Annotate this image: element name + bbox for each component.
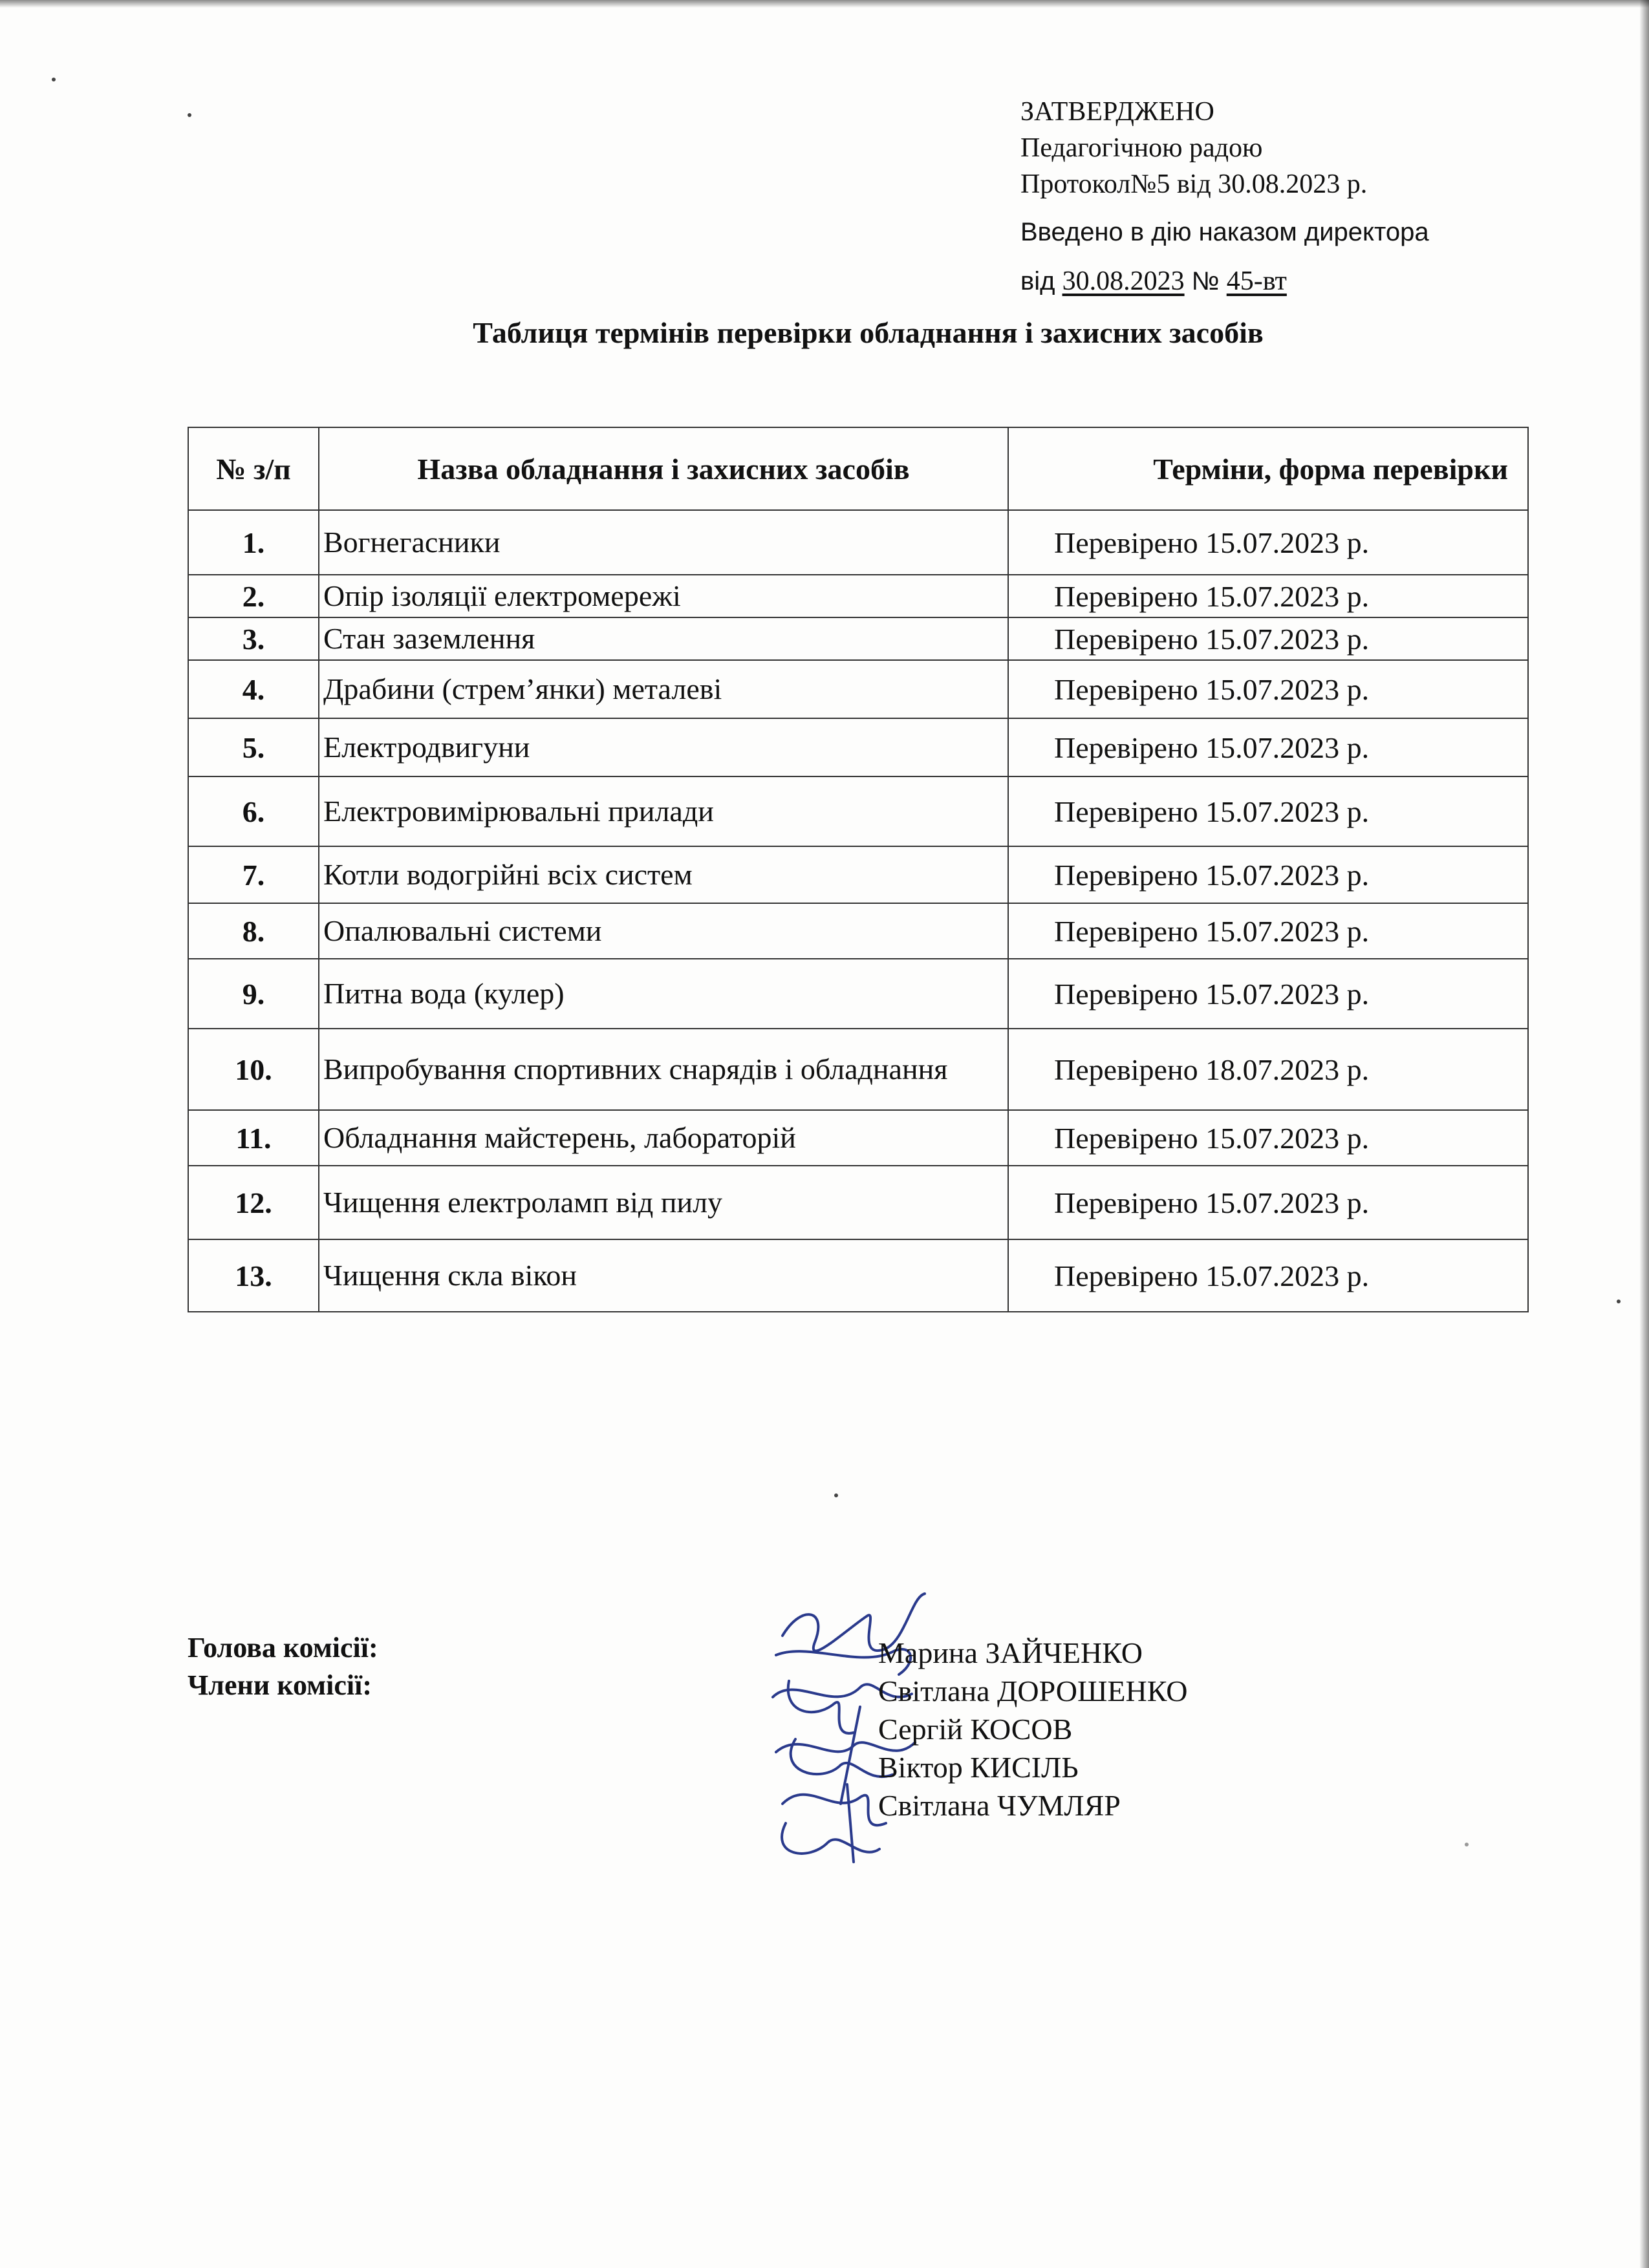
table-row bbox=[188, 1110, 1528, 1166]
scan-speck bbox=[188, 113, 191, 117]
header-number: № з/п bbox=[188, 427, 319, 510]
row-number: 12. bbox=[188, 1166, 319, 1239]
scan-speck bbox=[52, 78, 56, 81]
inspection-table bbox=[188, 427, 1529, 1312]
table-header-row bbox=[188, 427, 1528, 510]
approval-protocol: Протокол№5 від 30.08.2023 р. bbox=[1020, 169, 1368, 199]
row-number: 4. bbox=[188, 660, 319, 718]
row-equipment-name: Вогнегасники bbox=[319, 510, 1008, 575]
table-row bbox=[188, 1029, 1528, 1110]
scan-speck bbox=[1465, 1843, 1469, 1846]
approval-block bbox=[1020, 94, 1429, 299]
commission-members-label: Члени комісії: bbox=[188, 1669, 372, 1701]
commission-head-label: Голова комісії: bbox=[188, 1632, 378, 1664]
row-equipment-name: Питна вода (кулер) bbox=[319, 959, 1008, 1029]
commission-labels bbox=[188, 1629, 378, 1704]
scan-speck bbox=[834, 1493, 838, 1497]
scan-top-shadow bbox=[0, 0, 1649, 8]
row-inspection-term: Перевірено 15.07.2023 р. bbox=[1008, 510, 1528, 575]
row-number: 8. bbox=[188, 903, 319, 959]
table-row bbox=[188, 660, 1528, 718]
row-inspection-term: Перевірено 15.07.2023 р. bbox=[1008, 776, 1528, 846]
member-name: Сергій КОСОВ bbox=[878, 1713, 1073, 1746]
approval-order-date: від 30.08.2023 № 45-вт bbox=[1020, 266, 1287, 296]
member-name: Світлана ЧУМЛЯР bbox=[878, 1789, 1121, 1822]
row-equipment-name: Чищення скла вікон bbox=[319, 1239, 1008, 1312]
approval-title: ЗАТВЕРДЖЕНО bbox=[1020, 97, 1214, 127]
row-number: 11. bbox=[188, 1110, 319, 1166]
table-row bbox=[188, 575, 1528, 617]
commission-members bbox=[878, 1634, 1188, 1824]
row-number: 5. bbox=[188, 718, 319, 776]
row-inspection-term: Перевірено 15.07.2023 р. bbox=[1008, 903, 1528, 959]
row-number: 13. bbox=[188, 1239, 319, 1312]
table-row bbox=[188, 617, 1528, 660]
row-number: 7. bbox=[188, 846, 319, 903]
row-equipment-name: Електровимірювальні прилади bbox=[319, 776, 1008, 846]
row-number: 2. bbox=[188, 575, 319, 617]
member-name: Марина ЗАЙЧЕНКО bbox=[878, 1636, 1143, 1669]
row-equipment-name: Опір ізоляції електромережі bbox=[319, 575, 1008, 617]
row-inspection-term: Перевірено 15.07.2023 р. bbox=[1008, 575, 1528, 617]
table-row bbox=[188, 718, 1528, 776]
row-equipment-name: Чищення електроламп від пилу bbox=[319, 1166, 1008, 1239]
approval-order: Введено в дію наказом директора bbox=[1020, 218, 1429, 246]
row-equipment-name: Котли водогрійні всіх систем bbox=[319, 846, 1008, 903]
member-name: Віктор КИСІЛЬ bbox=[878, 1751, 1079, 1784]
row-inspection-term: Перевірено 18.07.2023 р. bbox=[1008, 1029, 1528, 1110]
row-inspection-term: Перевірено 15.07.2023 р. bbox=[1008, 1110, 1528, 1166]
row-inspection-term: Перевірено 15.07.2023 р. bbox=[1008, 660, 1528, 718]
table-row bbox=[188, 903, 1528, 959]
approval-council: Педагогічною радою bbox=[1020, 133, 1263, 163]
table-row bbox=[188, 510, 1528, 575]
row-equipment-name: Обладнання майстерень, лабораторій bbox=[319, 1110, 1008, 1166]
row-inspection-term: Перевірено 15.07.2023 р. bbox=[1008, 1239, 1528, 1312]
row-number: 6. bbox=[188, 776, 319, 846]
row-equipment-name: Опалювальні системи bbox=[319, 903, 1008, 959]
row-inspection-term: Перевірено 15.07.2023 р. bbox=[1008, 959, 1528, 1029]
header-name: Назва обладнання і захисних засобів bbox=[319, 427, 1008, 510]
row-number: 10. bbox=[188, 1029, 319, 1110]
header-term: Терміни, форма перевірки bbox=[1008, 427, 1528, 510]
table-row bbox=[188, 846, 1528, 903]
row-equipment-name: Електродвигуни bbox=[319, 718, 1008, 776]
row-number: 1. bbox=[188, 510, 319, 575]
row-inspection-term: Перевірено 15.07.2023 р. bbox=[1008, 718, 1528, 776]
table-row bbox=[188, 959, 1528, 1029]
row-inspection-term: Перевірено 15.07.2023 р. bbox=[1008, 846, 1528, 903]
row-equipment-name: Випробування спортивних снарядів і обладнання bbox=[319, 1029, 1008, 1110]
member-name: Світлана ДОРОШЕНКО bbox=[878, 1674, 1188, 1707]
table-row bbox=[188, 776, 1528, 846]
row-equipment-name: Стан заземлення bbox=[319, 617, 1008, 660]
table-row bbox=[188, 1166, 1528, 1239]
table-row bbox=[188, 1239, 1528, 1312]
row-equipment-name: Драбини (стрем’янки) металеві bbox=[319, 660, 1008, 718]
row-number: 3. bbox=[188, 617, 319, 660]
row-inspection-term: Перевірено 15.07.2023 р. bbox=[1008, 617, 1528, 660]
document-title: Таблиця термінів перевірки обладнання і захисних засобів bbox=[473, 316, 1264, 349]
row-inspection-term: Перевірено 15.07.2023 р. bbox=[1008, 1166, 1528, 1239]
scan-speck bbox=[1617, 1300, 1621, 1303]
row-number: 9. bbox=[188, 959, 319, 1029]
